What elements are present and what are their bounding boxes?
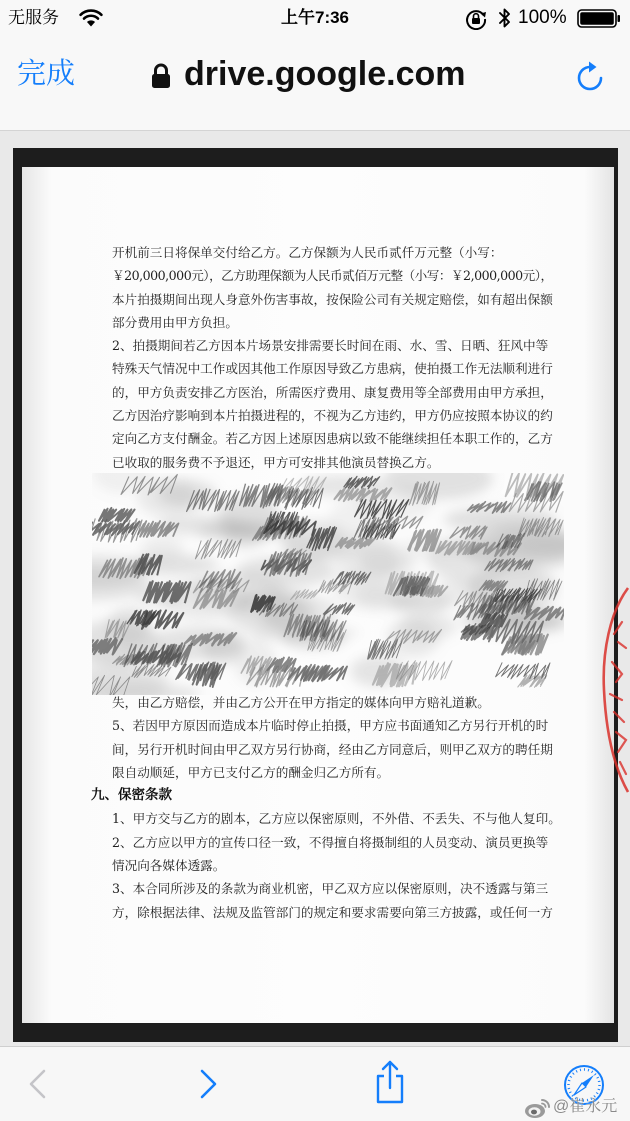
battery-icon <box>577 9 621 28</box>
text-line: 1、甲方交与乙方的剧本，乙方应以保密原则，不外借、不丢失、不与他人复印。 <box>112 811 561 827</box>
text-line: 2、乙方应以甲方的宣传口径一致，不得擅自将摄制组的人员变动、演员更换等 <box>112 834 549 850</box>
text-line: 情况向各媒体透露。 <box>112 858 226 874</box>
text-line: 部分费用由甲方负担。 <box>112 314 238 330</box>
text-line: 限自动顺延，甲方已支付乙方的酬金归乙方所有。 <box>112 764 390 780</box>
text-line: 开机前三日将保单交付给乙方。乙方保额为人民币贰仟万元整（小写： <box>112 245 503 260</box>
orientation-lock-icon <box>465 8 487 30</box>
watermark-text: @崔永元 <box>553 1098 618 1115</box>
text-line: 3、本合同所涉及的条款为商业机密，甲乙双方应以保密原则，决不透露与第三 <box>112 881 549 897</box>
document-page <box>22 167 614 1023</box>
text-line: 特殊天气情况中工作或因其他工作原因导致乙方患病，使拍摄工作无法顺利进行 <box>112 361 553 377</box>
section-heading: 九、保密条款 <box>91 787 172 804</box>
text-line: 方，除根据法律、法规及监管部门的规定和要求需要向第三方披露，或任何一方 <box>112 904 553 920</box>
lock-icon <box>150 62 172 90</box>
text-line: 间，另行开机时间由甲乙双方另行协商，经由乙方同意后，则甲乙双方的聘任期 <box>112 741 553 757</box>
redaction-scribble <box>92 473 564 695</box>
paragraph-upper <box>112 241 553 474</box>
share-icon <box>378 1062 402 1102</box>
text-line: 失，由乙方赔偿，并由乙方公开在甲方指定的媒体向甲方赔礼道歉。 <box>112 695 490 710</box>
scribble-stroke <box>518 674 547 687</box>
text-line: 定向乙方支付酬金。若乙方因上述原因患病以致不能继续担任本职工作的，乙方 <box>112 431 553 447</box>
forward-button[interactable] <box>199 1068 219 1100</box>
share-button[interactable] <box>374 1060 406 1104</box>
paragraph-lower <box>91 691 561 924</box>
scribble-stroke <box>373 663 417 686</box>
url-bar[interactable]: drive.google.com <box>184 55 466 93</box>
red-seal-stamp <box>592 582 630 797</box>
reload-button[interactable] <box>575 59 607 93</box>
text-line: 已收取的服务费不予退还，甲方可安排其他演员替换乙方。 <box>112 454 440 470</box>
text-line: 的，甲方负责安排乙方医治，所需医疗费用、康复费用等全部费用由甲方承担， <box>112 384 553 400</box>
back-arrow-icon <box>31 1071 44 1097</box>
forward-arrow-icon <box>202 1071 215 1097</box>
text-line: 乙方因治疗影响到本片拍摄进程的，不视为乙方违约，甲方仍应按照本协议的约 <box>112 408 553 424</box>
battery-percentage: 100% <box>518 7 567 28</box>
carrier-label: 无服务 <box>8 8 59 27</box>
done-button[interactable]: 完成 <box>17 58 76 90</box>
text-line: 5、若因甲方原因而造成本片临时停止拍摄，甲方应书面通知乙方另行开机的时 <box>112 718 549 734</box>
bluetooth-icon <box>498 7 512 29</box>
weibo-logo-icon <box>524 1097 552 1119</box>
scribble-stroke <box>135 554 162 576</box>
status-time: 上午7:36 <box>280 8 350 27</box>
browser-top-chrome <box>0 0 630 131</box>
text-line: 2、拍摄期间若乙方因本片场景安排需要长时间在雨、水、雪、日晒、狂风中等 <box>112 338 549 354</box>
text-line: 本片拍摄期间出现人身意外伤害事故，按保险公司有关规定赔偿，如有超出保额 <box>112 291 553 307</box>
reload-icon <box>579 62 601 90</box>
back-button[interactable] <box>27 1068 47 1100</box>
text-line: ￥20,000,000元），乙方助理保额为人民币贰佰万元整（小写：￥2,000,000元）， <box>112 268 553 284</box>
